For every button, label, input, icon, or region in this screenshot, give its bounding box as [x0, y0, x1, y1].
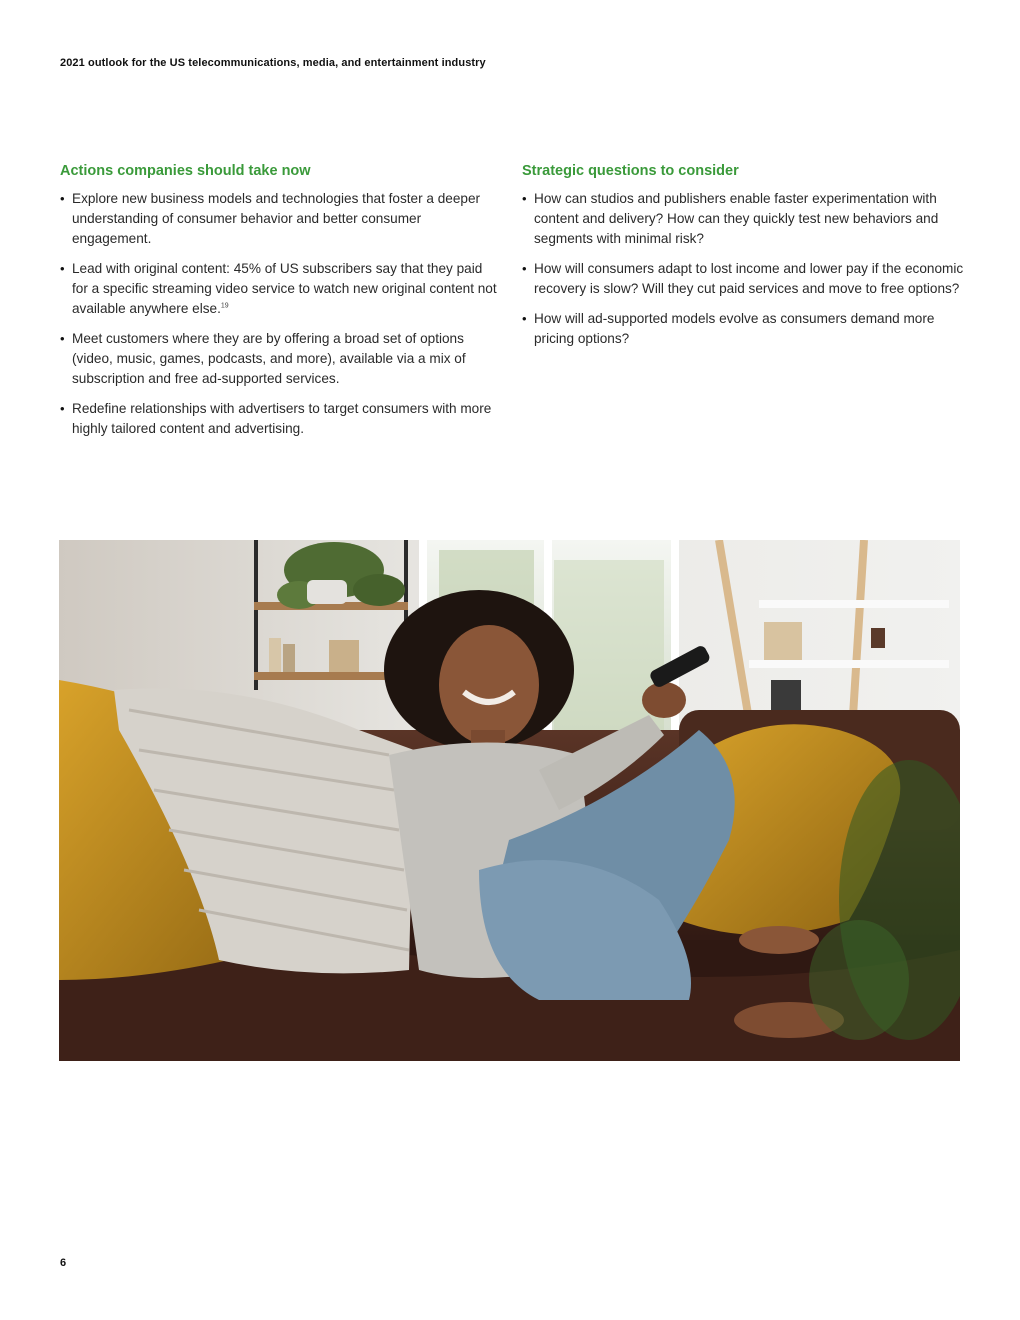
- bullet-icon: •: [60, 261, 65, 276]
- questions-item-text: How can studios and publishers enable faster experimentation with content and delivery? How can they quickly test new behaviors and segments with minimal risk?: [534, 191, 939, 246]
- questions-heading: Strategic questions to consider: [522, 163, 739, 179]
- actions-list: [60, 189, 500, 439]
- running-header: 2021 outlook for the US telecommunications, media, and entertainment industry: [60, 57, 486, 69]
- actions-item-4: [60, 399, 500, 439]
- bullet-icon: •: [60, 331, 65, 346]
- questions-list: [522, 189, 964, 349]
- actions-item-text: Redefine relationships with advertisers to target consumers with more highly tailored content and advertising.: [72, 401, 492, 436]
- actions-item-3: [60, 329, 500, 389]
- actions-item-text: Explore new business models and technologies that foster a deeper understanding of consumer behavior and better consumer engagement.: [72, 191, 481, 246]
- photo-illustration: [59, 540, 960, 1061]
- bullet-icon: •: [60, 191, 65, 206]
- photo-woman-on-sofa: [59, 540, 960, 1061]
- bullet-icon: •: [522, 311, 527, 326]
- actions-item-text: Lead with original content: 45% of US subscribers say that they paid for a specific streaming video service to watch new original content not available anywhere else.: [72, 261, 497, 316]
- bullet-icon: •: [522, 261, 527, 276]
- questions-item-text: How will ad-supported models evolve as consumers demand more pricing options?: [534, 311, 935, 346]
- questions-item-text: How will consumers adapt to lost income and lower pay if the economic recovery is slow? Will they cut paid services and move to free options?: [534, 261, 964, 296]
- bullet-icon: •: [60, 401, 65, 416]
- actions-item-text: Meet customers where they are by offering a broad set of options (video, music, games, podcasts, and more), available via a mix of subscription and free ad-supported services.: [72, 331, 466, 386]
- actions-item-2: [60, 259, 500, 319]
- actions-heading: Actions companies should take now: [60, 163, 311, 179]
- page-number: 6: [60, 1257, 67, 1269]
- questions-item-1: [522, 189, 964, 249]
- questions-item-2: [522, 259, 964, 299]
- questions-item-3: [522, 309, 964, 349]
- footnote-ref: 19: [220, 302, 229, 310]
- actions-item-1: [60, 189, 500, 249]
- actions-column: [60, 163, 500, 449]
- questions-column: [522, 163, 964, 359]
- bullet-icon: •: [522, 191, 527, 206]
